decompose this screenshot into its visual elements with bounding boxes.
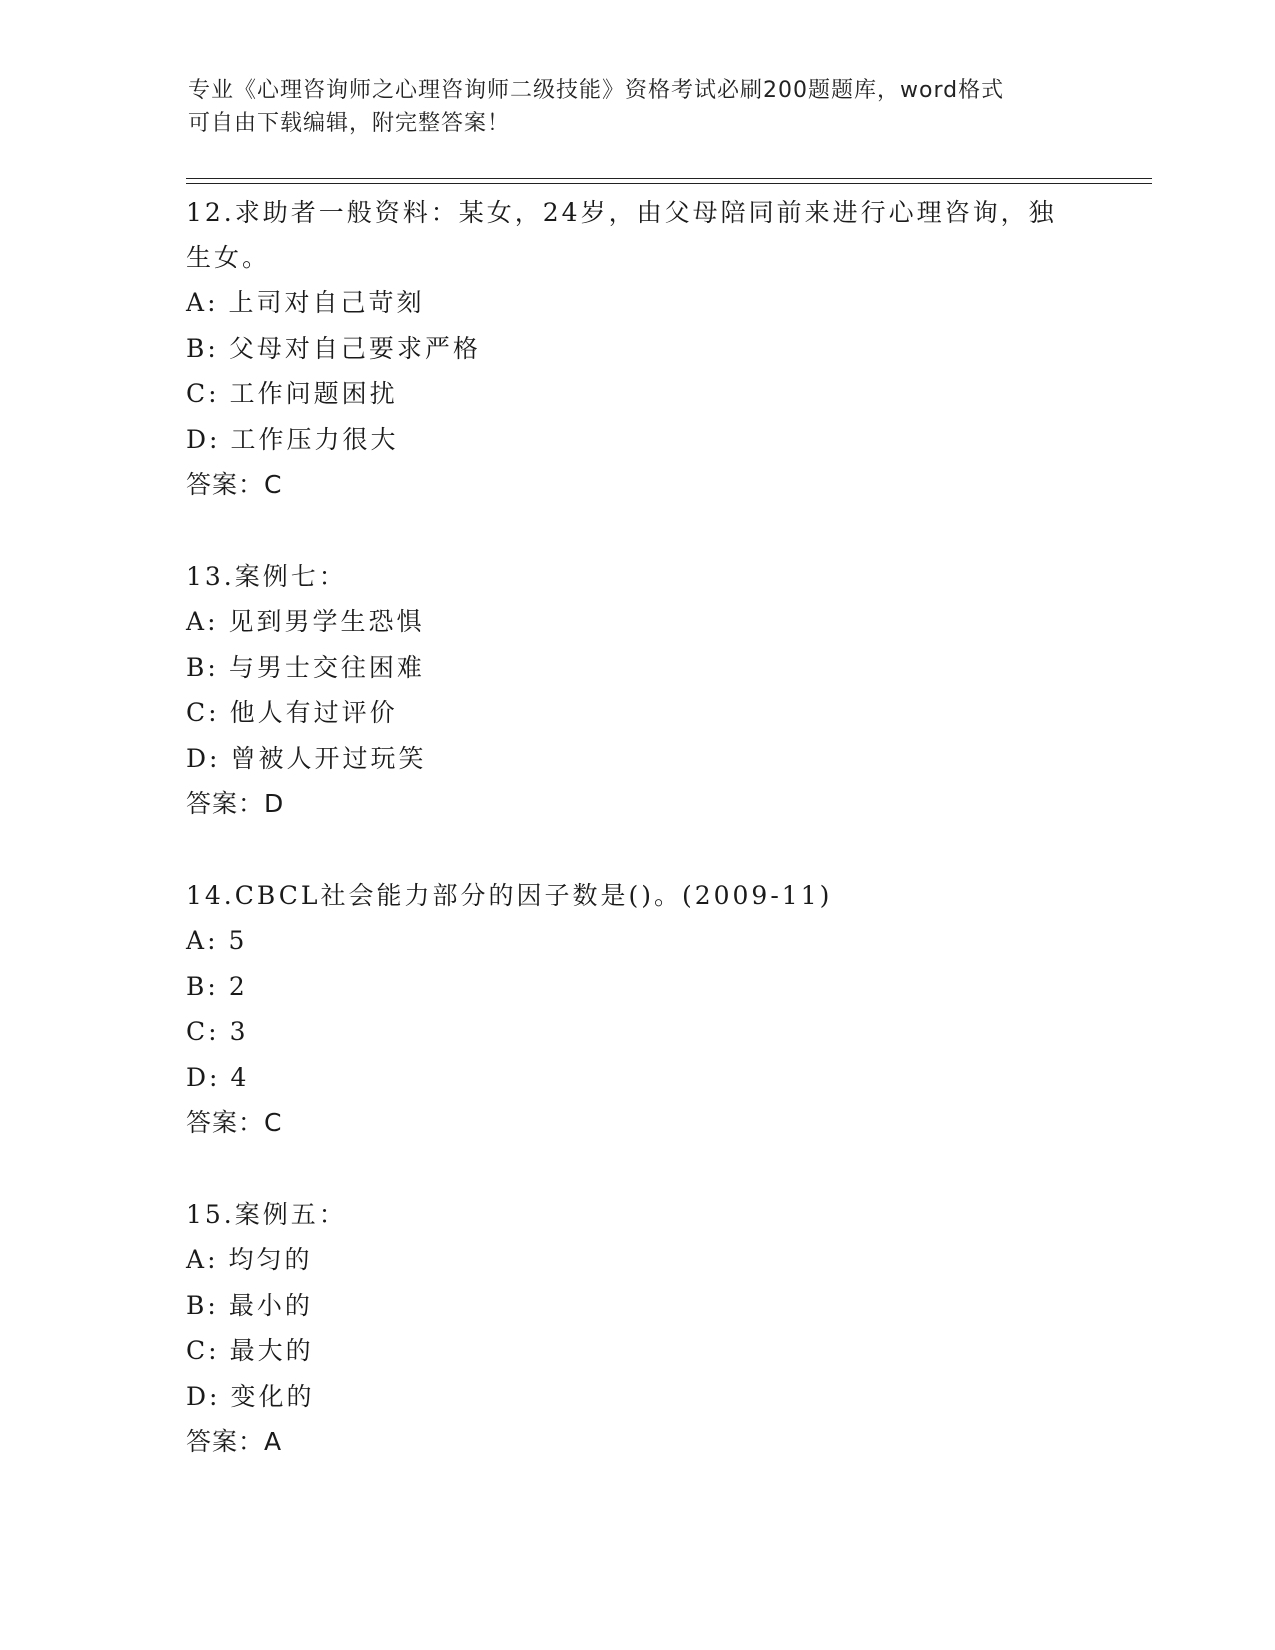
option-letter: C xyxy=(186,1336,209,1365)
question-12 xyxy=(186,190,1086,508)
option-b xyxy=(186,326,1086,372)
answer-line xyxy=(186,1419,1086,1465)
option-separator: : xyxy=(209,1062,221,1092)
question-text: 14.CBCL社会能力部分的因子数是()。(2009-11) xyxy=(186,881,833,910)
option-letter: D xyxy=(186,1062,210,1092)
option-separator: : xyxy=(207,1245,219,1274)
header-line-1: 专业《心理咨询师之心理咨询师二级技能》资格考试必刷200题题库，word格式 xyxy=(188,78,1005,103)
option-text: 他人有过评价 xyxy=(229,698,398,727)
option-text: 均匀的 xyxy=(228,1245,313,1274)
question-list xyxy=(186,190,1086,1511)
option-b xyxy=(186,1283,1086,1329)
option-c xyxy=(186,371,1086,417)
option-text: 工作压力很大 xyxy=(230,424,399,454)
option-letter: A xyxy=(186,926,208,955)
option-text: 父母对自己要求严格 xyxy=(228,333,481,363)
answer-label: 答案： xyxy=(186,1427,265,1456)
option-letter: C xyxy=(186,1017,209,1046)
option-text: 见到男学生恐惧 xyxy=(228,607,425,636)
option-letter: B xyxy=(186,652,208,682)
question-15 xyxy=(186,1192,1086,1465)
option-separator: : xyxy=(209,424,221,454)
answer-value: C xyxy=(264,470,283,499)
option-text: 与男士交往困难 xyxy=(228,652,425,682)
option-d xyxy=(186,1055,1086,1101)
option-text: 4 xyxy=(230,1062,250,1092)
answer-line xyxy=(186,781,1086,827)
question-13 xyxy=(186,554,1086,827)
option-text: 曾被人开过玩笑 xyxy=(230,743,427,773)
option-text: 最小的 xyxy=(228,1290,313,1320)
answer-line xyxy=(186,462,1086,508)
option-letter: B xyxy=(186,971,208,1001)
option-c xyxy=(186,1328,1086,1374)
option-a xyxy=(186,599,1086,645)
option-separator: : xyxy=(207,1290,219,1320)
question-text-continued: 生女。 xyxy=(186,243,271,272)
option-separator: : xyxy=(207,926,219,955)
answer-label: 答案： xyxy=(186,470,265,499)
option-letter: A xyxy=(186,607,208,636)
option-letter: C xyxy=(186,379,209,408)
option-d xyxy=(186,1374,1086,1420)
option-separator: : xyxy=(207,333,219,363)
option-separator: : xyxy=(207,607,219,636)
option-text: 最大的 xyxy=(229,1336,314,1365)
option-separator: : xyxy=(209,743,221,773)
option-text: 工作问题困扰 xyxy=(229,379,398,408)
option-text: 变化的 xyxy=(230,1381,315,1411)
option-c xyxy=(186,690,1086,736)
option-separator: : xyxy=(208,698,220,727)
option-separator: : xyxy=(208,379,220,408)
option-separator: : xyxy=(208,1017,220,1046)
option-text: 3 xyxy=(229,1017,249,1046)
option-separator: : xyxy=(207,971,219,1001)
option-separator: : xyxy=(208,1336,220,1365)
option-letter: D xyxy=(186,743,210,773)
question-text: 13.案例七： xyxy=(186,562,347,591)
answer-label: 答案： xyxy=(186,1108,265,1137)
option-letter: B xyxy=(186,1290,208,1320)
option-separator: : xyxy=(207,288,219,317)
option-separator: : xyxy=(207,652,219,682)
answer-value: D xyxy=(264,789,285,818)
header-divider-bottom xyxy=(186,183,1152,184)
question-14 xyxy=(186,873,1086,1146)
option-c xyxy=(186,1009,1086,1055)
option-text: 上司对自己苛刻 xyxy=(228,288,425,317)
option-b xyxy=(186,645,1086,691)
answer-line xyxy=(186,1100,1086,1146)
option-letter: A xyxy=(186,288,208,317)
option-a xyxy=(186,918,1086,964)
option-a xyxy=(186,1237,1086,1283)
option-letter: D xyxy=(186,1381,210,1411)
header-line-2: 可自由下载编辑，附完整答案！ xyxy=(188,111,511,136)
answer-value: A xyxy=(264,1427,283,1456)
option-b xyxy=(186,964,1086,1010)
document-header xyxy=(188,74,1088,140)
answer-value: C xyxy=(264,1108,283,1137)
option-text: 5 xyxy=(228,926,248,955)
header-divider-top xyxy=(186,178,1152,179)
option-a xyxy=(186,280,1086,326)
option-letter: A xyxy=(186,1245,208,1274)
answer-label: 答案： xyxy=(186,789,265,818)
option-letter: C xyxy=(186,698,209,727)
option-d xyxy=(186,417,1086,463)
option-separator: : xyxy=(209,1381,221,1411)
question-text: 12.求助者一般资料：某女，24岁，由父母陪同前来进行心理咨询，独 xyxy=(186,198,1057,227)
option-d xyxy=(186,736,1086,782)
question-text: 15.案例五： xyxy=(186,1200,347,1229)
option-text: 2 xyxy=(228,971,248,1001)
option-letter: D xyxy=(186,424,210,454)
option-letter: B xyxy=(186,333,208,363)
